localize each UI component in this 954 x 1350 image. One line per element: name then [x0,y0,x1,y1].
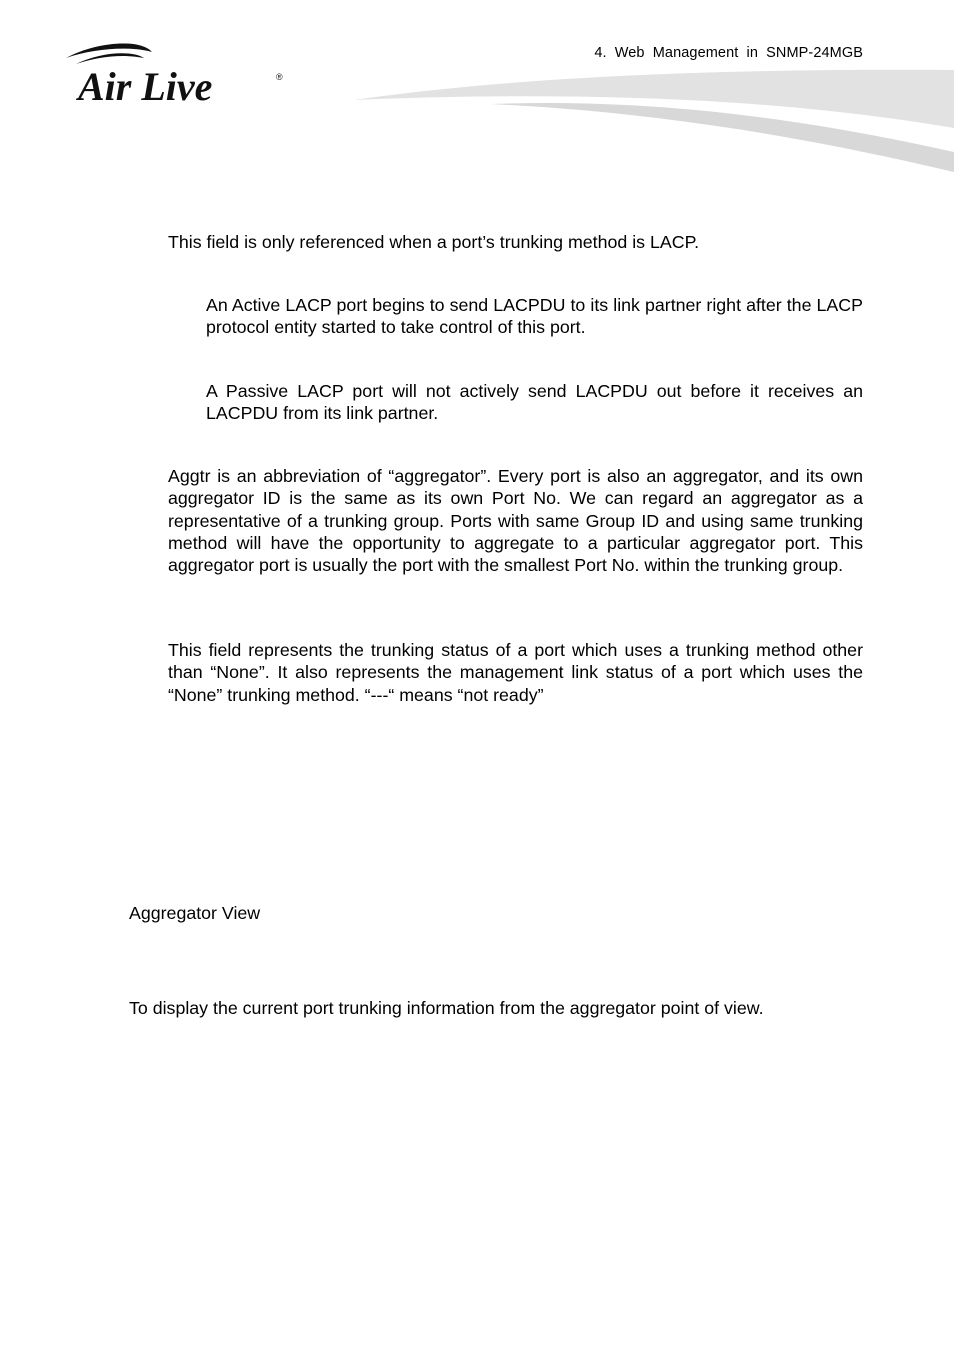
status-description: This field represents the trunking status of a port which uses a trunking method other than “None”. It also represents the management link status of a port which uses the “None” trunking method. “---“ means “not ready” [168,640,863,705]
svg-text:Air Live: Air Live [78,64,213,109]
header-chapter-title: 4. Web Management in SNMP-24MGB [594,45,863,61]
section-description: To display the current port trunking information from the aggregator point of view. [129,998,764,1018]
aggtr-description: Aggtr is an abbreviation of “aggregator”. Every port is also an aggregator, and its own aggregator ID is the same as its own Port No. We can regard an aggregator as a representative of a trunking group. Ports with same Group ID and using same trunking method will have the opportunity to aggregate to a particular aggregator port. This aggregator port is usually the port with the smallest Port No. within the trunking group. [168,466,863,576]
active-lacp-description: An Active LACP port begins to send LACPDU to its link partner right after the LACP protocol entity started to take control of this port. [206,295,863,338]
lacp-field-note: This field is only referenced when a port’s trunking method is LACP. [168,232,700,252]
registered-mark: ® [276,72,283,82]
passive-lacp-description: A Passive LACP port will not actively send LACPDU out before it receives an LACPDU from its link partner. [206,381,863,424]
airlive-logo-mark [60,40,290,110]
airlive-logo [60,40,290,115]
header-swoosh-graphic [340,60,954,180]
section-title: Aggregator View [129,903,261,923]
